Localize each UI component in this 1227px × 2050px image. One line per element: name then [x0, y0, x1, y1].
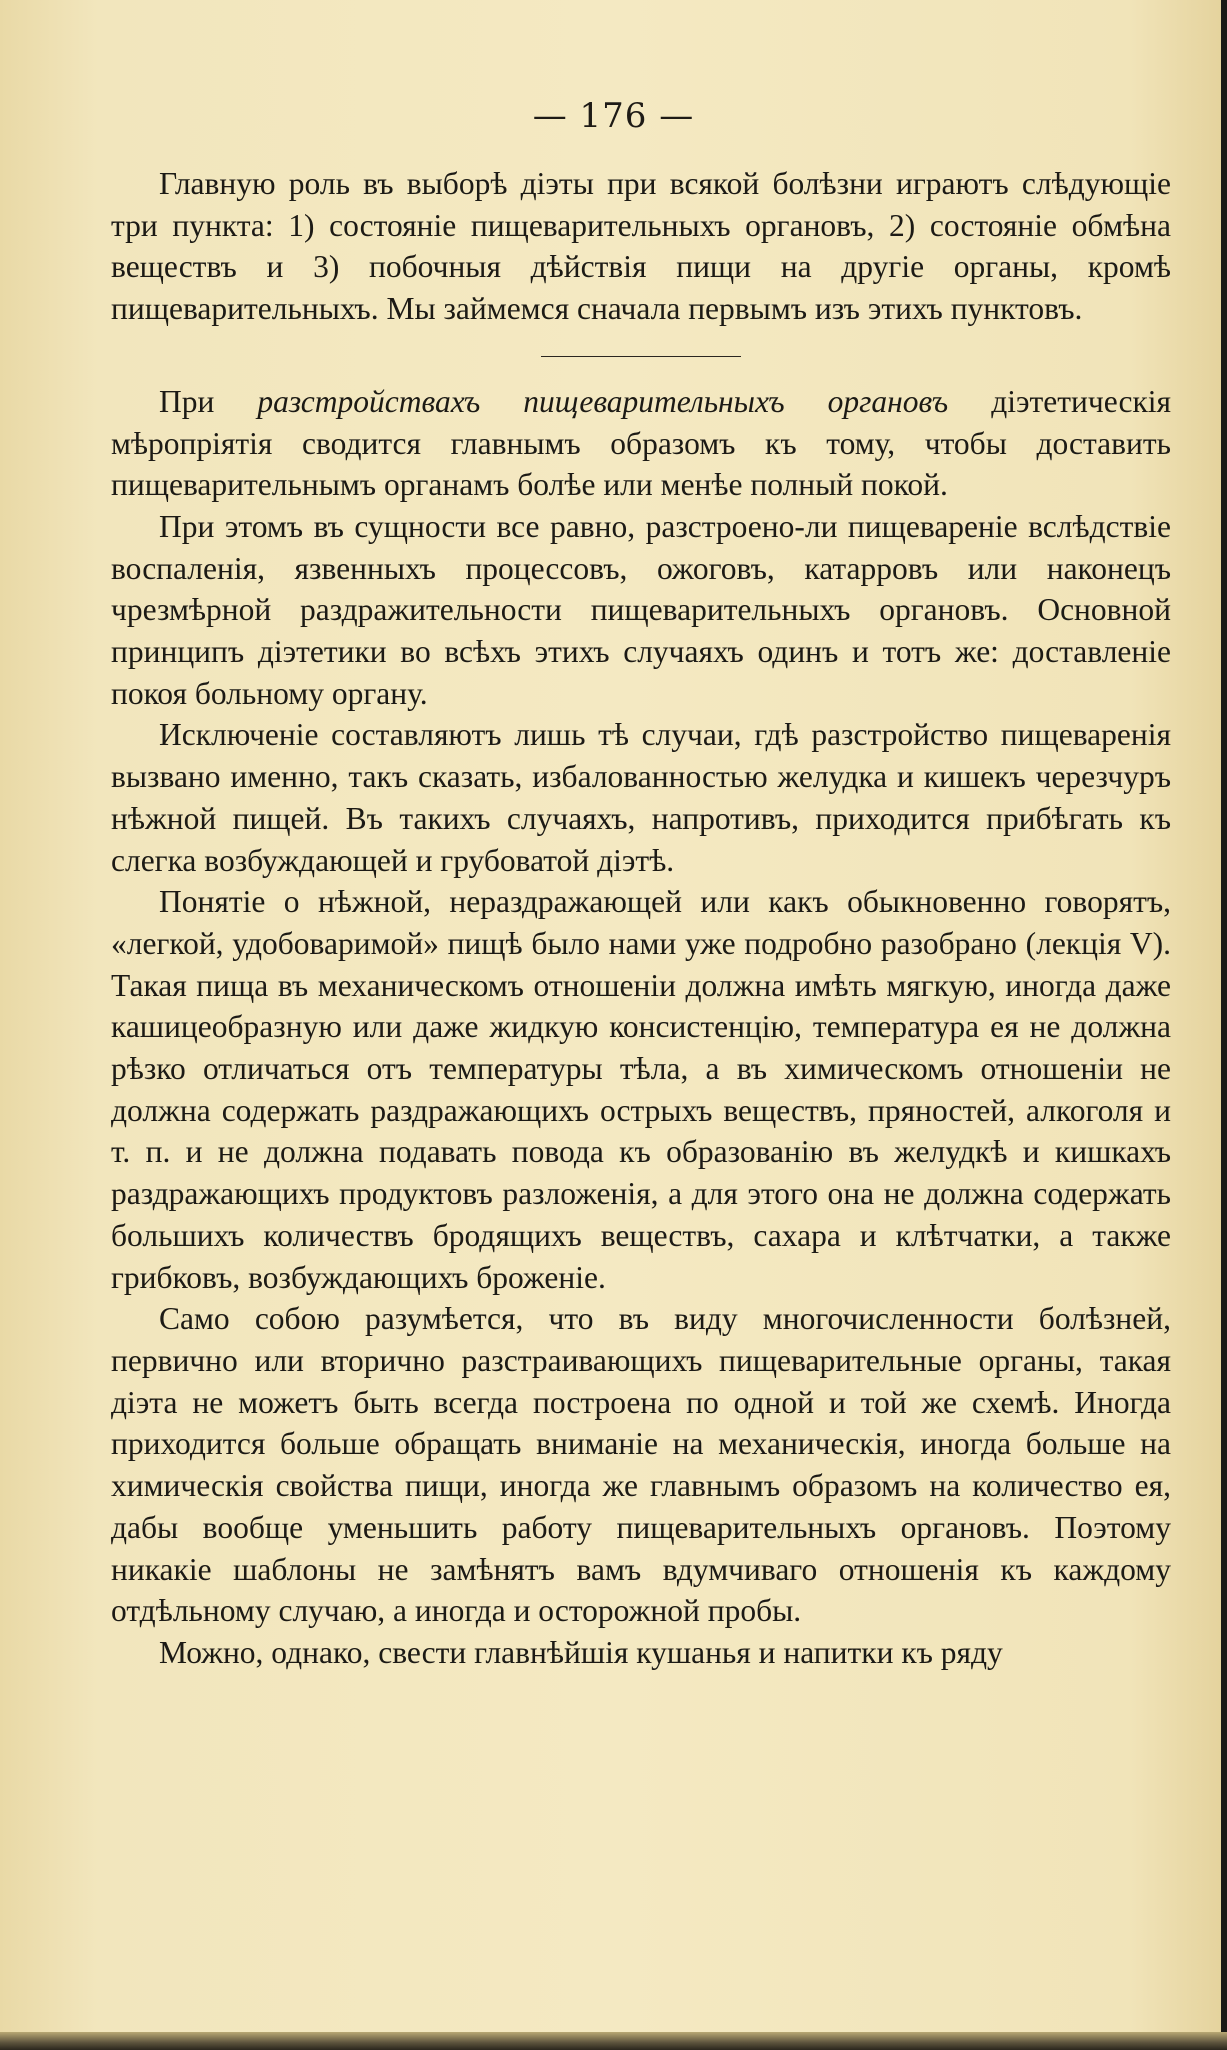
page-right-edge: [1221, 0, 1227, 2050]
paragraph-1: Главную роль въ выборѣ діэты при всякой болѣзни играютъ слѣдующіе три пункта: 1) состояніе пищеварительныхъ органовъ, 2) состояніе обмѣна веществъ и 3) побочныя дѣйствія пищи на другіе органы, кромѣ пищеварительныхъ. Мы займемся сначала первымъ изъ этихъ пунктовъ.: [111, 166, 1171, 327]
page-body: [111, 163, 1171, 1674]
paragraph-6: Само собою разумѣется, что въ виду многочисленности болѣзней, первично или вторично разстраивающихъ пищеварительные органы, такая діэта не можетъ быть всегда построена по одной и той же схемѣ. Иногда приходится больше обращать вниманіе на механическія, иногда больше на химическія свойства пищи, иногда же главнымъ образомъ на количество ея, дабы вообще уменьшить работу пищеварительныхъ органовъ. Поэтому никакіе шаблоны не замѣнятъ вамъ вдумчиваго отношенія къ каждому отдѣльному случаю, а иногда и осторожной пробы.: [111, 1301, 1171, 1629]
page-number: — 176 —: [532, 96, 695, 136]
paragraph-4: Исключеніе составляютъ лишь тѣ случаи, гдѣ разстройство пищеваренія вызвано именно, такъ сказать, избалованностью желудка и кишекъ черезчуръ нѣжной пищей. Въ такихъ случаяхъ, напротивъ, приходится прибѣгать къ слегка возбуждающей и грубоватой діэтѣ.: [111, 717, 1171, 878]
page-bottom-edge: [0, 2032, 1227, 2050]
paragraph-2: [111, 381, 1171, 506]
paragraph-7: Можно, однако, свести главнѣйшія кушанья и напитки къ ряду: [159, 1634, 1003, 1670]
paragraph-2-start: При: [159, 383, 258, 419]
paragraph-2-rest: діэтетическія мѣропріятія сводится главнымъ образомъ къ тому, чтобы доставить пищеварительнымъ органамъ болѣе или менѣе полный покой.: [111, 383, 1171, 503]
section-divider: [541, 356, 741, 357]
paragraph-5: Понятіе о нѣжной, нераздражающей или какъ обыкновенно говорятъ, «легкой, удобоваримой» пищѣ было нами уже подробно разобрано (лекція V). Такая пища въ механическомъ отношеніи должна имѣть мягкую, иногда даже кашицеобразную или даже жидкую консистенцію, температура ея не должна рѣзко отличаться отъ температуры тѣла, а въ химическомъ отношеніи не должна содержать раздражающихъ острыхъ веществъ, пряностей, алкоголя и т. п. и не должна подавать повода къ образованію въ желудкѣ и кишкахъ раздражающихъ продуктовъ разложенія, а для этого она не должна содержать большихъ количествъ бродящихъ веществъ, сахара и клѣтчатки, а также грибковъ, возбуждающихъ броженіе.: [111, 884, 1171, 1295]
emphasized-term: разстройствахъ пищеварительныхъ органовъ: [257, 383, 949, 419]
paragraph-3: При этомъ въ сущности все равно, разстроено-ли пищевареніе вслѣдствіе воспаленія, язвенныхъ процессовъ, ожоговъ, катарровъ или наконецъ чрезмѣрной раздражительности пищеварительныхъ органовъ. Основной принципъ діэтетики во всѣхъ этихъ случаяхъ одинъ и тотъ же: доставленіе покоя больному органу.: [111, 508, 1171, 711]
